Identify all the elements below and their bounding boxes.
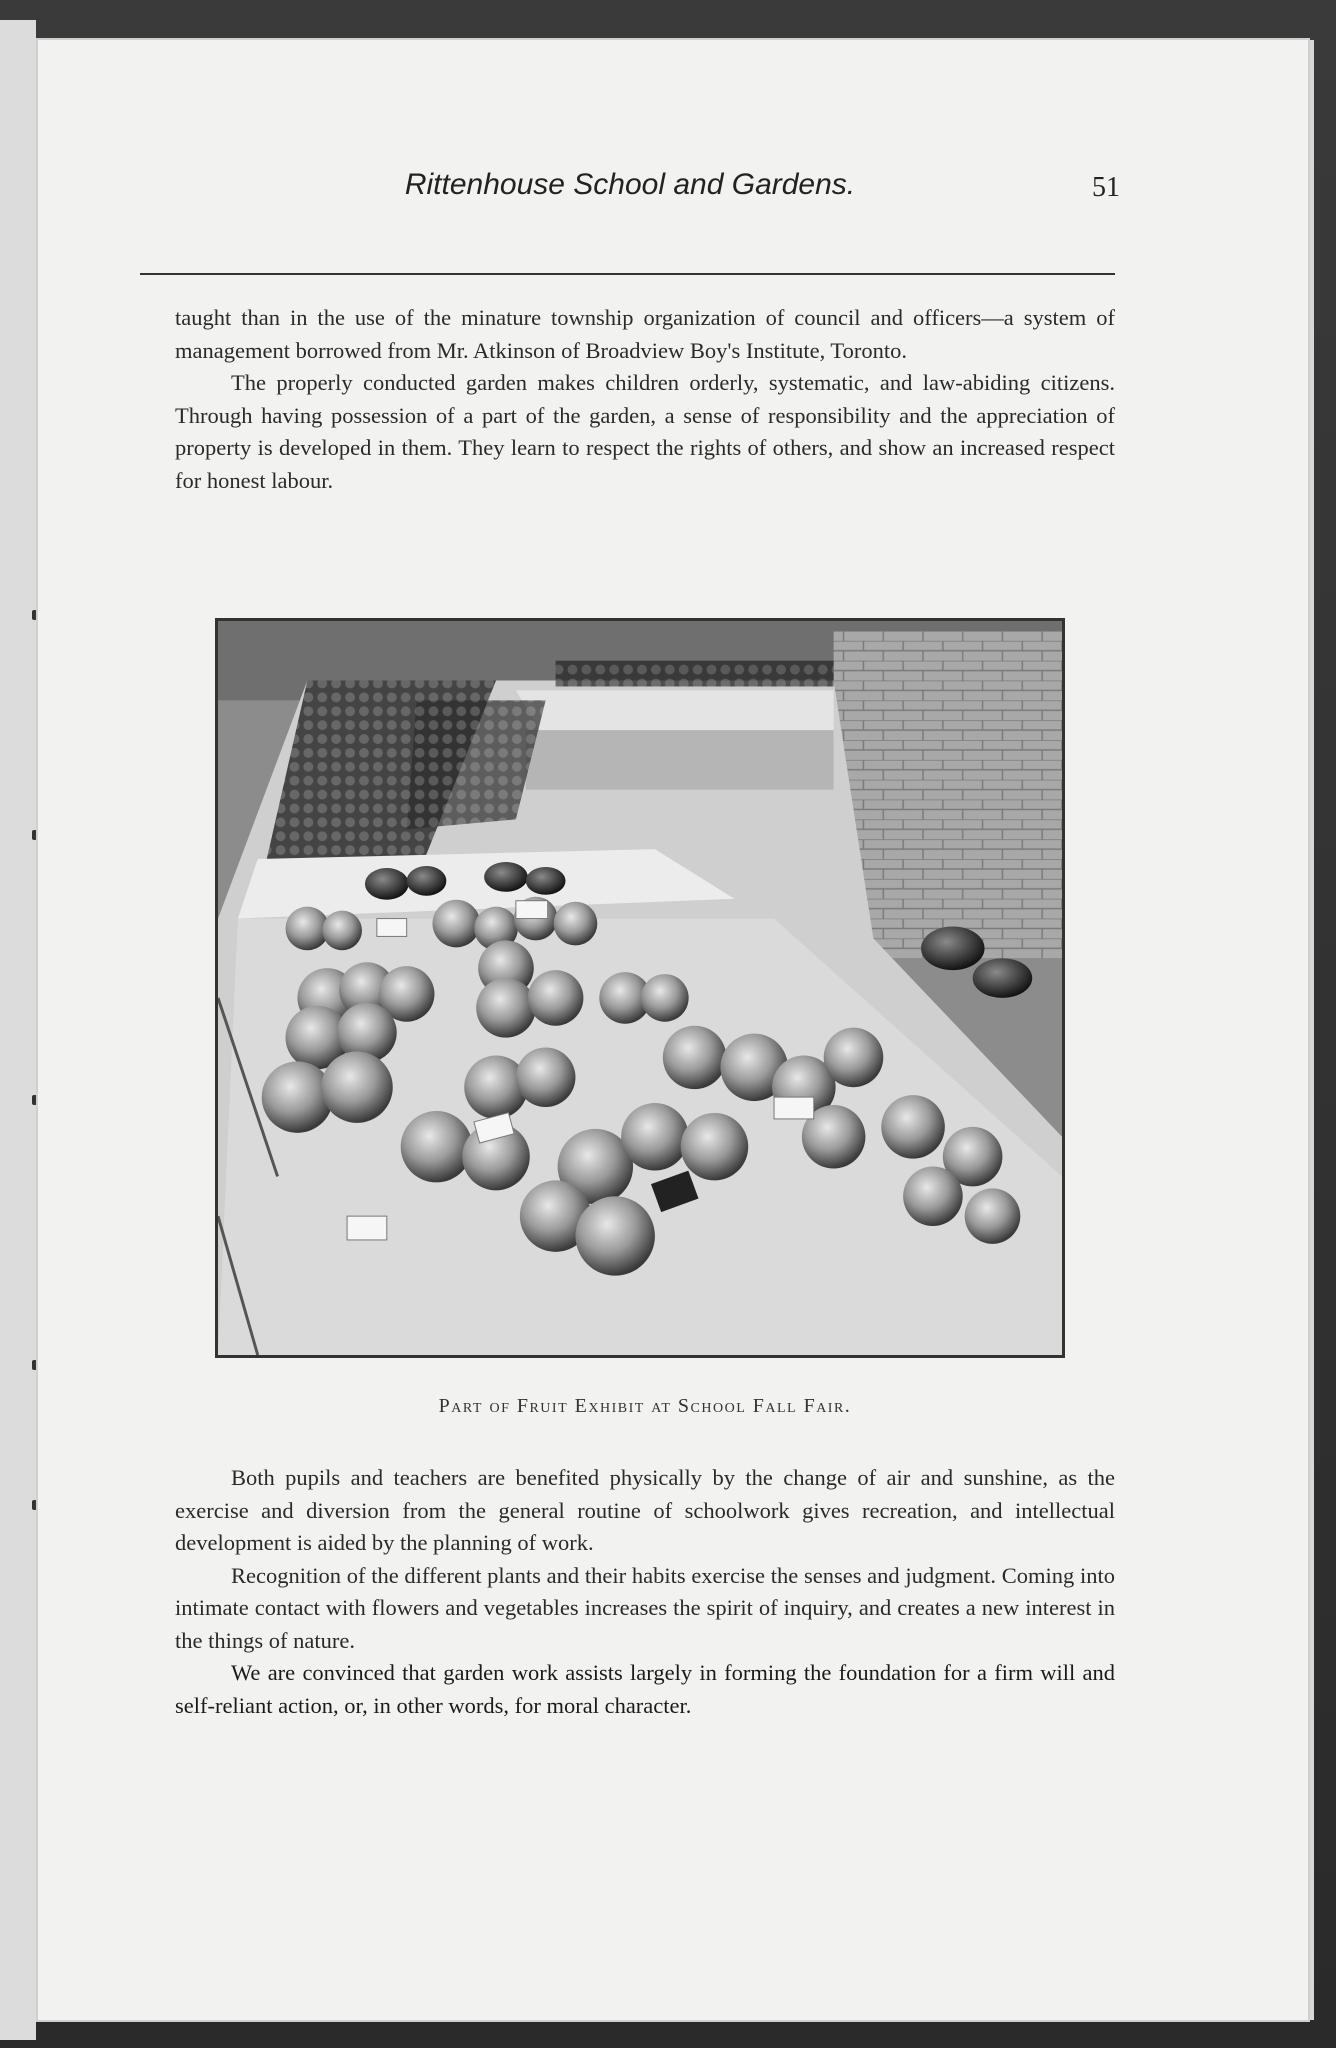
fruit-exhibit-photo <box>215 618 1065 1358</box>
running-title: Rittenhouse School and Gardens. <box>404 168 856 201</box>
body-text-bottom <box>175 1462 1115 1722</box>
margin-mark <box>32 1360 37 1370</box>
figure-caption: Part of Fruit Exhibit at School Fall Fair. <box>438 1395 852 1417</box>
margin-mark <box>32 1095 37 1105</box>
paragraph: The properly conducted garden makes children orderly, systematic, and law-abiding citizens. Through having possession of a part of the garden, a sense of responsibility and the appreciation of property is developed in them. They learn to respect the rights of others, and show an increased respect for honest labour. <box>175 370 1115 493</box>
page-header <box>140 168 1120 218</box>
photo-illustration <box>218 621 1062 1355</box>
paragraph: taught than in the use of the minature township organization of council and officers—a system of management borrowed from Mr. Atkinson of Broadview Boy's Institute, Toronto. <box>175 305 1115 363</box>
margin-mark <box>32 610 37 620</box>
margin-mark <box>32 830 37 840</box>
page-number: 51 <box>1092 172 1120 203</box>
paragraph: We are convinced that garden work assists largely in forming the foundation for a firm will and self-reliant action, or, in other words, for moral character. <box>175 1660 1115 1718</box>
header-rule <box>140 273 1115 275</box>
paragraph: Recognition of the different plants and their habits exercise the senses and judgment. Coming into intimate contact with flowers and vegetables increases the spirit of inquiry, and creates a new interest in the things of nature. <box>175 1562 1115 1653</box>
facing-page-edge <box>0 20 36 2040</box>
margin-mark <box>32 1500 37 1510</box>
paragraph: Both pupils and teachers are benefited physically by the change of air and sunshine, as the exercise and diversion from the general routine of schoolwork gives recreation, and intellectual development is aided by the planning of work. <box>175 1465 1115 1555</box>
body-text-top <box>175 302 1115 497</box>
